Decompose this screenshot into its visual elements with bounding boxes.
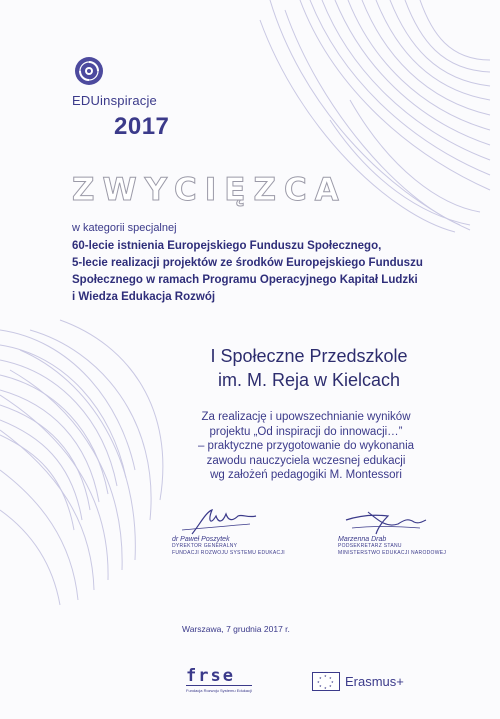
description-line: zawodu nauczyciela wczesnej edukacji (206, 454, 406, 467)
handwritten-signature-1 (172, 506, 262, 536)
signatory-organization: MINISTERSTWO EDUKACJI NARODOWEJ (338, 550, 447, 556)
eu-flag-icon: ★ ★ ★ ★ ★ ★ ★ ★ (312, 672, 340, 691)
certificate-title: ZWYCIĘZCA (72, 172, 347, 208)
swirl-logo-icon (74, 56, 104, 86)
recipient-line: I Społeczne Przedszkole (210, 346, 408, 366)
description-line: projektu „Od inspiracji do innowacji…” (209, 425, 403, 438)
brand-name: EDUinspiracje (72, 93, 157, 108)
signature-block-2 (338, 506, 446, 557)
category-text (72, 238, 462, 306)
description-line: – praktyczne przygotowanie do wykonania (197, 440, 415, 452)
signatory-organization: FUNDACJI ROZWOJU SYSTEMU EDUKACJI (172, 550, 285, 556)
erasmus-label: Erasmus+ (345, 674, 404, 689)
signatory-title: DYREKTOR GENERALNY (172, 543, 238, 549)
place-and-date: Warszawa, 7 grudnia 2017 r. (182, 624, 290, 634)
recipient-line: im. M. Reja w Kielcach (217, 370, 401, 390)
frse-subtitle: Fundacja Rozwoju Systemu Edukacji (186, 688, 252, 693)
category-line: 5-lecie realizacji projektów ze środków Europejskiego Funduszu (72, 257, 423, 269)
signature-block-1 (172, 506, 285, 557)
recipient-name (190, 344, 428, 392)
category-line: 60-lecie istnienia Europejskiego Funduszu Społecznego, (72, 240, 382, 252)
description-line: Za realizację i upowszechnianie wyników (201, 411, 411, 423)
frse-logo (186, 668, 252, 693)
signatory-title: PODSEKRETARZ STANU (338, 543, 402, 549)
category-label: w kategorii specjalnej (72, 222, 177, 234)
signatory-name: dr Paweł Poszytek (172, 536, 230, 543)
erasmus-logo (312, 672, 404, 691)
brand-year: 2017 (114, 113, 170, 140)
category-line: i Wiedza Edukacja Rozwój (72, 291, 216, 303)
description-line: wg założeń pedagogiki M. Montessori (210, 469, 402, 481)
frse-mark: frse (186, 668, 252, 686)
handwritten-signature-2 (338, 506, 428, 536)
award-description (172, 410, 440, 483)
signatory-name: Marzenna Drab (338, 536, 387, 543)
category-line: Społecznego w ramach Programu Operacyjnego Kapitał Ludzki (72, 274, 418, 286)
